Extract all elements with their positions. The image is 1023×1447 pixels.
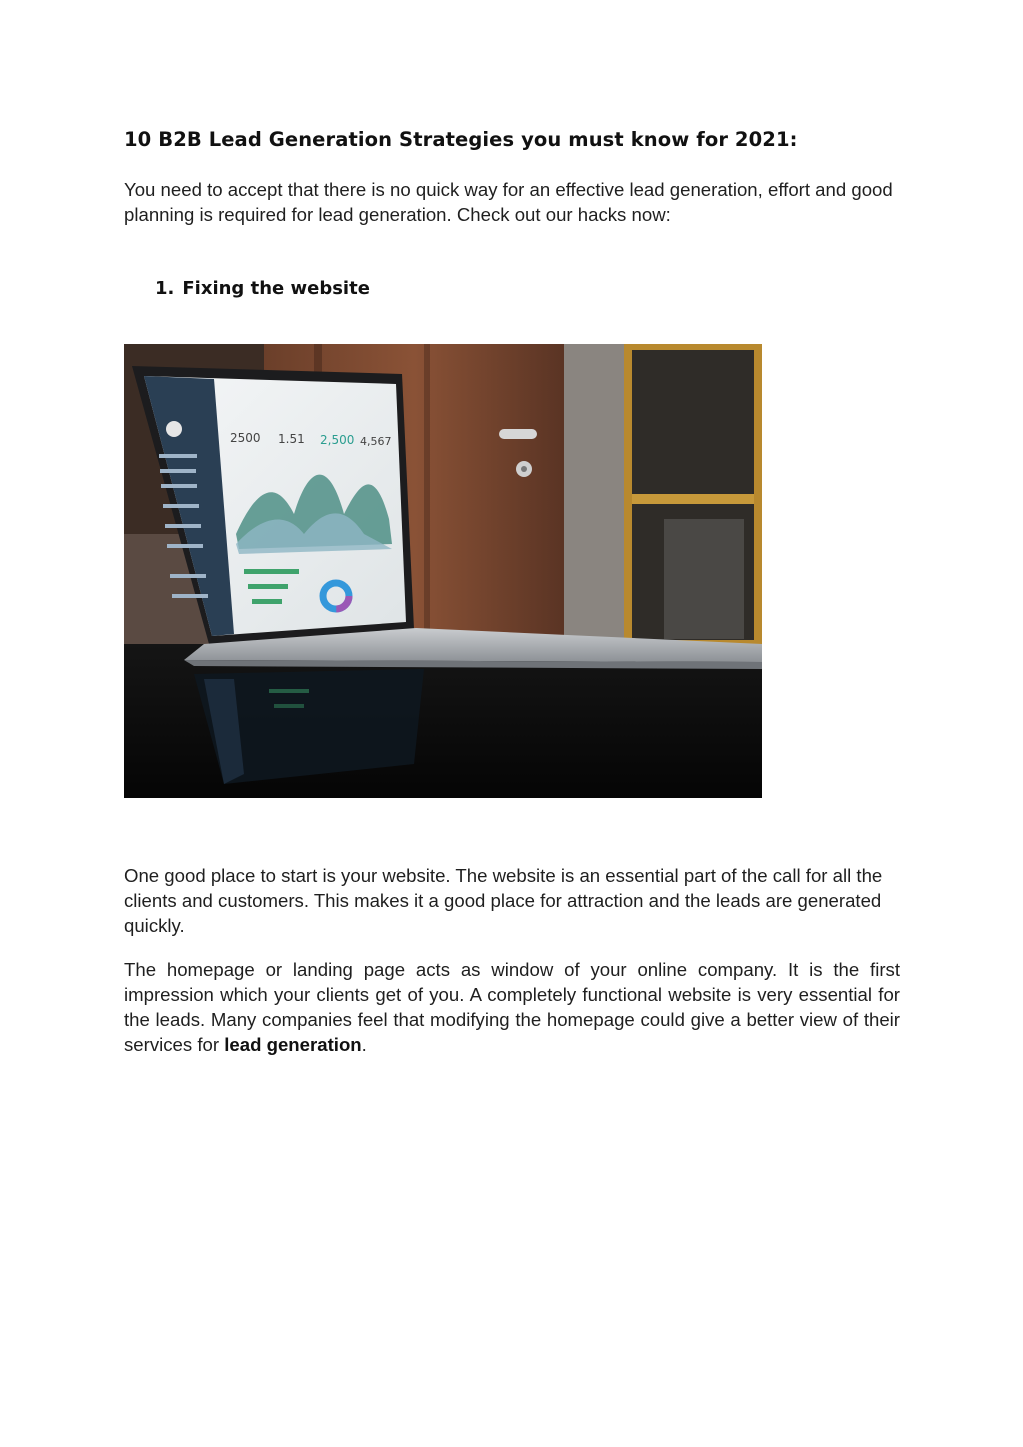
intro-paragraph: You need to accept that there is no quick way for an effective lead generation, effort and good planning is required for lead generation. Check out our hacks now: [124, 179, 893, 225]
lead-generation-bold: lead generation [224, 1034, 362, 1055]
photo-stat-2: 1.51 [278, 432, 305, 446]
photo-stat-4: 4,567 [360, 435, 392, 448]
website-paragraph-2-text: The homepage or landing page acts as window of your online company. It is the first impression which your clients get of you. A completely functional website is very essential for the leads. Many companies feel that modifying the homepage could give a better view of their services for [124, 959, 900, 1055]
photo-stat-1: 2500 [230, 431, 261, 445]
section-number: 1. [155, 278, 175, 299]
document-title: 10 B2B Lead Generation Strategies you must know for 2021: [124, 128, 798, 151]
website-paragraph-2-end: . [361, 1034, 367, 1055]
section-heading-text: Fixing the website [182, 278, 370, 299]
website-paragraph-2 [124, 957, 900, 1057]
section-heading [155, 278, 370, 299]
website-paragraph-1: One good place to start is your website. The website is an essential part of the call for all the clients and customers. This makes it a good place for attraction and the leads are generated quickly. [124, 865, 883, 936]
laptop-dashboard-photo [124, 344, 762, 798]
photo-stat-3: 2,500 [320, 433, 355, 447]
